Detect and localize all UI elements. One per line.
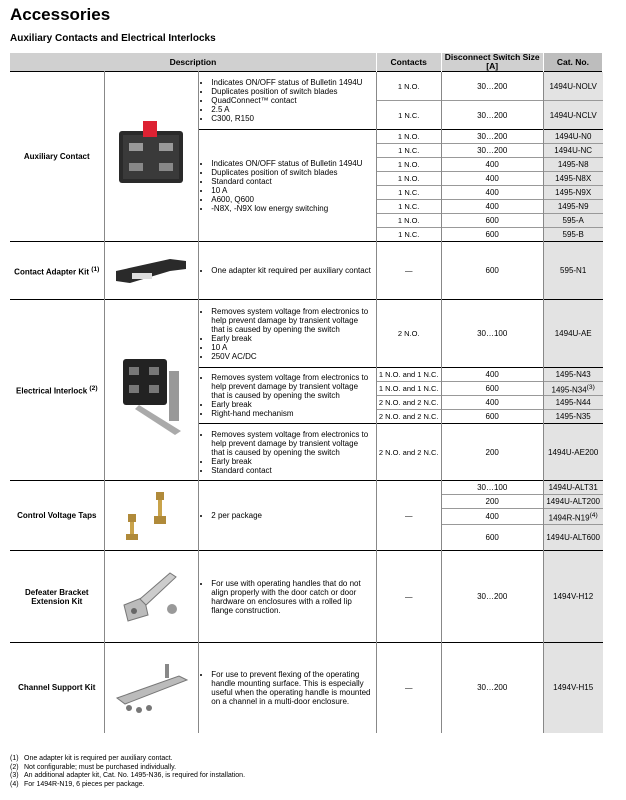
table-row: 1 N.C. 30…200 1494U-NC bbox=[10, 144, 603, 158]
table-row: 400 1494R-N19$^{(4)}$ bbox=[10, 509, 603, 525]
page-title: Accessories bbox=[10, 5, 111, 24]
interlock-description-1: • Removes system voltage from electronics to help prevent damage by transient voltage that is caused by opening the switch • Early break • 10 A • 250V AC/DC bbox=[199, 300, 377, 368]
table-row: Defeater Bracket Extension Kit • For use with operating handles that do not align properly with the door catch or door hardware on enclosures with a rolled lip flange construction. — 30…200 1494V-H12 bbox=[10, 551, 603, 643]
accessories-table bbox=[10, 53, 603, 733]
adapter-kit-image bbox=[104, 242, 199, 300]
footnote: (1) One adapter kit is required per auxiliary contact. bbox=[10, 755, 173, 762]
section-title: Auxiliary Contacts and Electrical Interlocks bbox=[10, 33, 216, 44]
interlock-name: Electrical Interlock $^{(2)}$ bbox=[10, 300, 104, 481]
table-row: 1 N.C. 400 1495-N9X bbox=[10, 186, 603, 200]
table-row: Electrical Interlock $^{(2)}$ • Removes system voltage from electronics to help prevent damage by transient voltage that is caused by opening the switch • Early break • 10 A • 250V AC/DC 2 N.O. 30…100 1494U-AE bbox=[10, 300, 603, 368]
header-cat-no: Cat. No. bbox=[543, 53, 602, 72]
channel-name: Channel Support Kit bbox=[10, 643, 104, 733]
table-row: 1 N.C. 30…200 1494U-NCLV bbox=[10, 101, 603, 130]
table-row: 1 N.C. 400 1495-N9 bbox=[10, 200, 603, 214]
table-row: Contact Adapter Kit $^{(1)}$ • One adapter kit required per auxiliary contact — 600 595-N1 bbox=[10, 242, 603, 300]
aux-description-2: • Indicates ON/OFF status of Bulletin 1494U • Duplicates position of switch blades • Standard contact • 10 A • A600, Q600 • -N8X, -N9X low energy switching bbox=[199, 130, 377, 242]
table-row: 200 1494U-ALT200 bbox=[10, 495, 603, 509]
interlock-description-2: • Removes system voltage from electronics to help prevent damage by transient voltage that is caused by opening the switch • Early break • Right-hand mechanism bbox=[199, 368, 377, 424]
interlock-description-3: • Removes system voltage from electronics to help prevent damage by transient voltage that is caused by opening the switch • Early break • Standard contact bbox=[199, 424, 377, 481]
table-row: 2 N.O. and 2 N.C. 600 1495-N35 bbox=[10, 410, 603, 424]
defeater-name: Defeater Bracket Extension Kit bbox=[10, 551, 104, 643]
defeater-description: • For use with operating handles that do not align properly with the door catch or door hardware on enclosures with a rolled lip flange construction. bbox=[199, 551, 377, 643]
electrical-interlock-image bbox=[104, 300, 199, 481]
footnote: (3) An additional adapter kit, Cat. No. 1495-N36, is required for installation. bbox=[10, 772, 246, 779]
channel-support-image bbox=[104, 643, 199, 733]
voltage-taps-image bbox=[104, 481, 199, 551]
aux-name: Auxiliary Contact bbox=[10, 72, 104, 242]
table-row: 1 N.O. 600 595-A bbox=[10, 214, 603, 228]
taps-description: • 2 per package bbox=[199, 481, 377, 551]
header-switch-size: Disconnect Switch Size [A] bbox=[441, 53, 543, 72]
table-row: 1 N.O. 400 1495-N8X bbox=[10, 172, 603, 186]
table-row: 1 N.C. 600 595-B bbox=[10, 228, 603, 242]
table-row: 1 N.O. 400 1495-N8 bbox=[10, 158, 603, 172]
table-row: 1 N.O. and 1 N.C. 600 1495-N34$^{(3)}$ bbox=[10, 382, 603, 396]
header-row bbox=[10, 53, 603, 72]
header-description: Description bbox=[10, 53, 376, 72]
defeater-bracket-image bbox=[104, 551, 199, 643]
table-row: • Indicates ON/OFF status of Bulletin 1494U • Duplicates position of switch blades • Standard contact • 10 A • A600, Q600 • -N8X, -N9X low energy switching 1 N.O. 30…200 1494U-N0 bbox=[10, 130, 603, 144]
footnotes bbox=[10, 755, 245, 789]
footnote: (2) Not configurable; must be purchased individually. bbox=[10, 763, 177, 771]
channel-description: • For use to prevent flexing of the operating handle mounting surface. This is especially useful when the operating handle is mounted on a channel in a multi-door enclosure. bbox=[199, 643, 377, 733]
aux-description-1: • Indicates ON/OFF status of Bulletin 1494U • Duplicates position of switch blades • QuadConnect™ contact • 2.5 A • C300, R150 bbox=[199, 72, 377, 130]
adapter-name: Contact Adapter Kit $^{(1)}$ bbox=[10, 242, 104, 300]
table-row: • Removes system voltage from electronics to help prevent damage by transient voltage that is caused by opening the switch • Early break • Standard contact 2 N.O. and 2 N.C. 200 1494U-AE200 bbox=[10, 424, 603, 481]
aux-contact-image bbox=[104, 72, 199, 242]
table-row: • Removes system voltage from electronics to help prevent damage by transient voltage that is caused by opening the switch • Early break • Right-hand mechanism 1 N.O. and 1 N.C. 400 1495-N43 bbox=[10, 368, 603, 382]
footnote: (4) For 1494R-N19, 6 pieces per package. bbox=[10, 780, 145, 788]
adapter-description: • One adapter kit required per auxiliary contact bbox=[199, 242, 377, 300]
table-row: 600 1494U-ALT600 bbox=[10, 525, 603, 551]
table-row: 2 N.O. and 2 N.C. 400 1495-N44 bbox=[10, 396, 603, 410]
table-row: Auxiliary Contact • Indicates ON/OFF status of Bulletin 1494U • Duplicates position of switch blades • QuadConnect™ contact • 2.5 A • C300, R150 1 N.O. 30…200 1494U-NOLV bbox=[10, 72, 603, 101]
table-row: Control Voltage Taps • 2 per package — 30…100 1494U-ALT31 bbox=[10, 481, 603, 495]
table-row: Channel Support Kit • For use to prevent flexing of the operating handle mounting surface. This is especially useful when the operating handle is mounted on a channel in a multi-door enclosure. — 30…200 1494V-H15 bbox=[10, 643, 603, 733]
header-contacts: Contacts bbox=[376, 53, 441, 72]
taps-name: Control Voltage Taps bbox=[10, 481, 104, 551]
